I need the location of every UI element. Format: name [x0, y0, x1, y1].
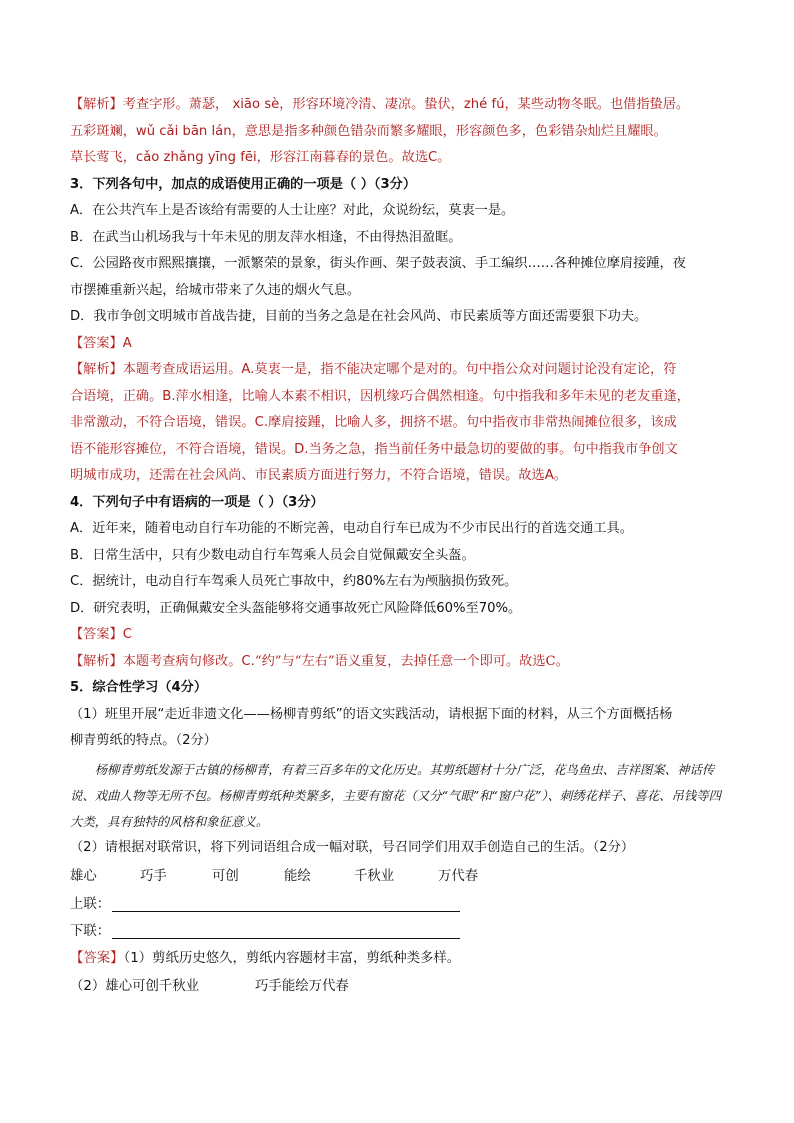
document-page: [70, 92, 730, 1001]
q5-reading-passage: 杨柳青剪纸发源于古镇的杨柳青，有着三百多年的文化历史。其剪纸题材十分广泛，花鸟鱼虫、吉祥图案、神话传说、戏曲人物等无所不包。杨柳青剪纸种类繁多，主要有窗花（又分“气眼”和“窗户花”）、刺绣花样子、喜花、吊钱等四大类，具有独特的风格和象征意义。: [70, 761, 722, 829]
q3-stem: 3．下列各句中，加点的成语使用正确的一项是（ ）（3分）: [70, 176, 417, 192]
upper-couplet-label: 上联：: [70, 897, 111, 912]
q4-option-b: B．日常生活中，只有少数电动自行车驾乘人员会自觉佩戴安全头盔。: [70, 547, 475, 563]
q3-analysis-line-2: 合语境，正确。B.萍水相逢，比喻人本素不相识，因机缘巧合偶然相逢。句中指我和多年未见的老友重逢，: [70, 388, 690, 404]
q5-sub1-line-2: 柳青剪纸的特点。（2分）: [70, 733, 217, 748]
q3-answer: [70, 331, 730, 358]
word-item: 能绘: [284, 869, 311, 884]
q3-option-b: B．在武当山机场我与十年未见的朋友萍水相逢，不由得热泪盈眶。: [70, 229, 462, 245]
q4-analysis: 【解析】本题考查病句修改。C.“约”与“左右”语义重复，去掉任意一个即可。故选C。: [70, 653, 569, 669]
q3-option-c-line-1: C．公园路夜市熙熙攘攘，一派繁荣的景象，街头作画、架子鼓表演、手工编织……各种摊位摩肩接踵，夜: [70, 256, 686, 271]
word-item: 可创: [212, 869, 239, 884]
lower-couplet-row: [70, 918, 730, 945]
q3-analysis-line-3: 非常激动，不符合语境，错误。C.摩肩接踵，比喻人多，拥挤不堪。句中指夜市非常热闹摊位很多，该成: [70, 415, 677, 430]
word-item: 千秋业: [354, 869, 395, 884]
q2-analysis-line-3: 草长莺飞，cǎo zhǎng yīng fēi，形容江南暮春的景色。故选C。: [70, 150, 451, 165]
q2-analysis-line-1: 【解析】考查字形。萧瑟， xiāo sè，形容环境冷清、凄凉。蛰伏，zhé fú，某些动物冬眠。也借指蛰居。: [70, 97, 690, 112]
answer-label: 【答案】: [70, 335, 123, 351]
analysis-label: 【解析】: [70, 362, 123, 377]
q3-analysis-line-4: 语不能形容摊位，不符合语境，错误。D.当务之急，指当前任务中最急切的要做的事。句中指我市争创文: [70, 441, 678, 457]
q5-stem: 5．综合性学习（4分）: [70, 680, 208, 695]
q2-analysis-line-2: 五彩斑斓，wǔ cǎi bān lán，意思是指多种颜色错杂而繁多耀眼，形容颜色多，色彩错杂灿烂且耀眼。: [70, 123, 667, 139]
answer-value: C: [122, 627, 132, 642]
couplet-word-bank: [70, 863, 730, 891]
q5-answer-1: 【答案】（1）剪纸历史悠久，剪纸内容题材丰富，剪纸种类多样。: [70, 951, 461, 966]
lower-couplet-blank[interactable]: [112, 924, 460, 939]
answer-value: A: [122, 335, 132, 351]
upper-couplet-blank[interactable]: [112, 897, 460, 912]
analysis-label: 【解析】: [70, 653, 123, 669]
word-item: 万代春: [438, 869, 479, 884]
analysis-label: 【解析】: [70, 97, 123, 112]
q5-sub2: （2）请根据对联常识，将下列词语组合成一幅对联，号召同学们用双手创造自己的生活。（2分）: [70, 839, 635, 855]
q3-option-d: D．我市争创文明城市首战告捷，目前的当务之急是在社会风尚、市民素质等方面还需要狠下功夫。: [70, 309, 648, 324]
word-item: 巧手: [140, 869, 167, 884]
q3-analysis-line-5: 明城市成功，还需在社会风尚、市民素质方面进行努力，不符合语境，错误。故选A。: [70, 468, 567, 483]
answer-label: 【答案】: [70, 951, 124, 966]
answer-label: 【答案】: [70, 627, 123, 642]
upper-couplet-row: [70, 891, 730, 918]
word-item: 雄心: [70, 869, 97, 884]
q4-option-c: C．据统计，电动自行车驾乘人员死亡事故中，约80%左右为颅脑损伤致死。: [70, 574, 518, 589]
q3-analysis-line-1: 【解析】本题考查成语运用。A.莫衷一是，指不能决定哪个是对的。句中指公众对问题讨论没有定论，符: [70, 362, 677, 377]
q3-option-a: A．在公共汽车上是否该给有需要的人士让座？对此，众说纷纭，莫衷一是。: [70, 203, 515, 218]
q4-stem: 4．下列句子中有语病的一项是（ ）（3分）: [70, 494, 324, 510]
q5-answer-2: （2）雄心可创千秋业 巧手能绘万代春: [70, 979, 349, 994]
q5-sub1-line-1: （1）班里开展“走近非遗文化——杨柳青剪纸”的语文实践活动，请根据下面的材料，从三个方面概括杨: [70, 706, 673, 722]
q4-answer: [70, 622, 730, 649]
q4-option-a: A．近年来，随着电动自行车功能的不断完善，电动自行车已成为不少市民出行的首选交通工具。: [70, 521, 633, 536]
q4-option-d: D．研究表明，正确佩戴安全头盔能够将交通事故死亡风险降低60%至70%。: [70, 600, 522, 616]
lower-couplet-label: 下联：: [70, 924, 111, 939]
q3-option-c-line-2: 市摆摊重新兴起，给城市带来了久违的烟火气息。: [70, 282, 361, 298]
